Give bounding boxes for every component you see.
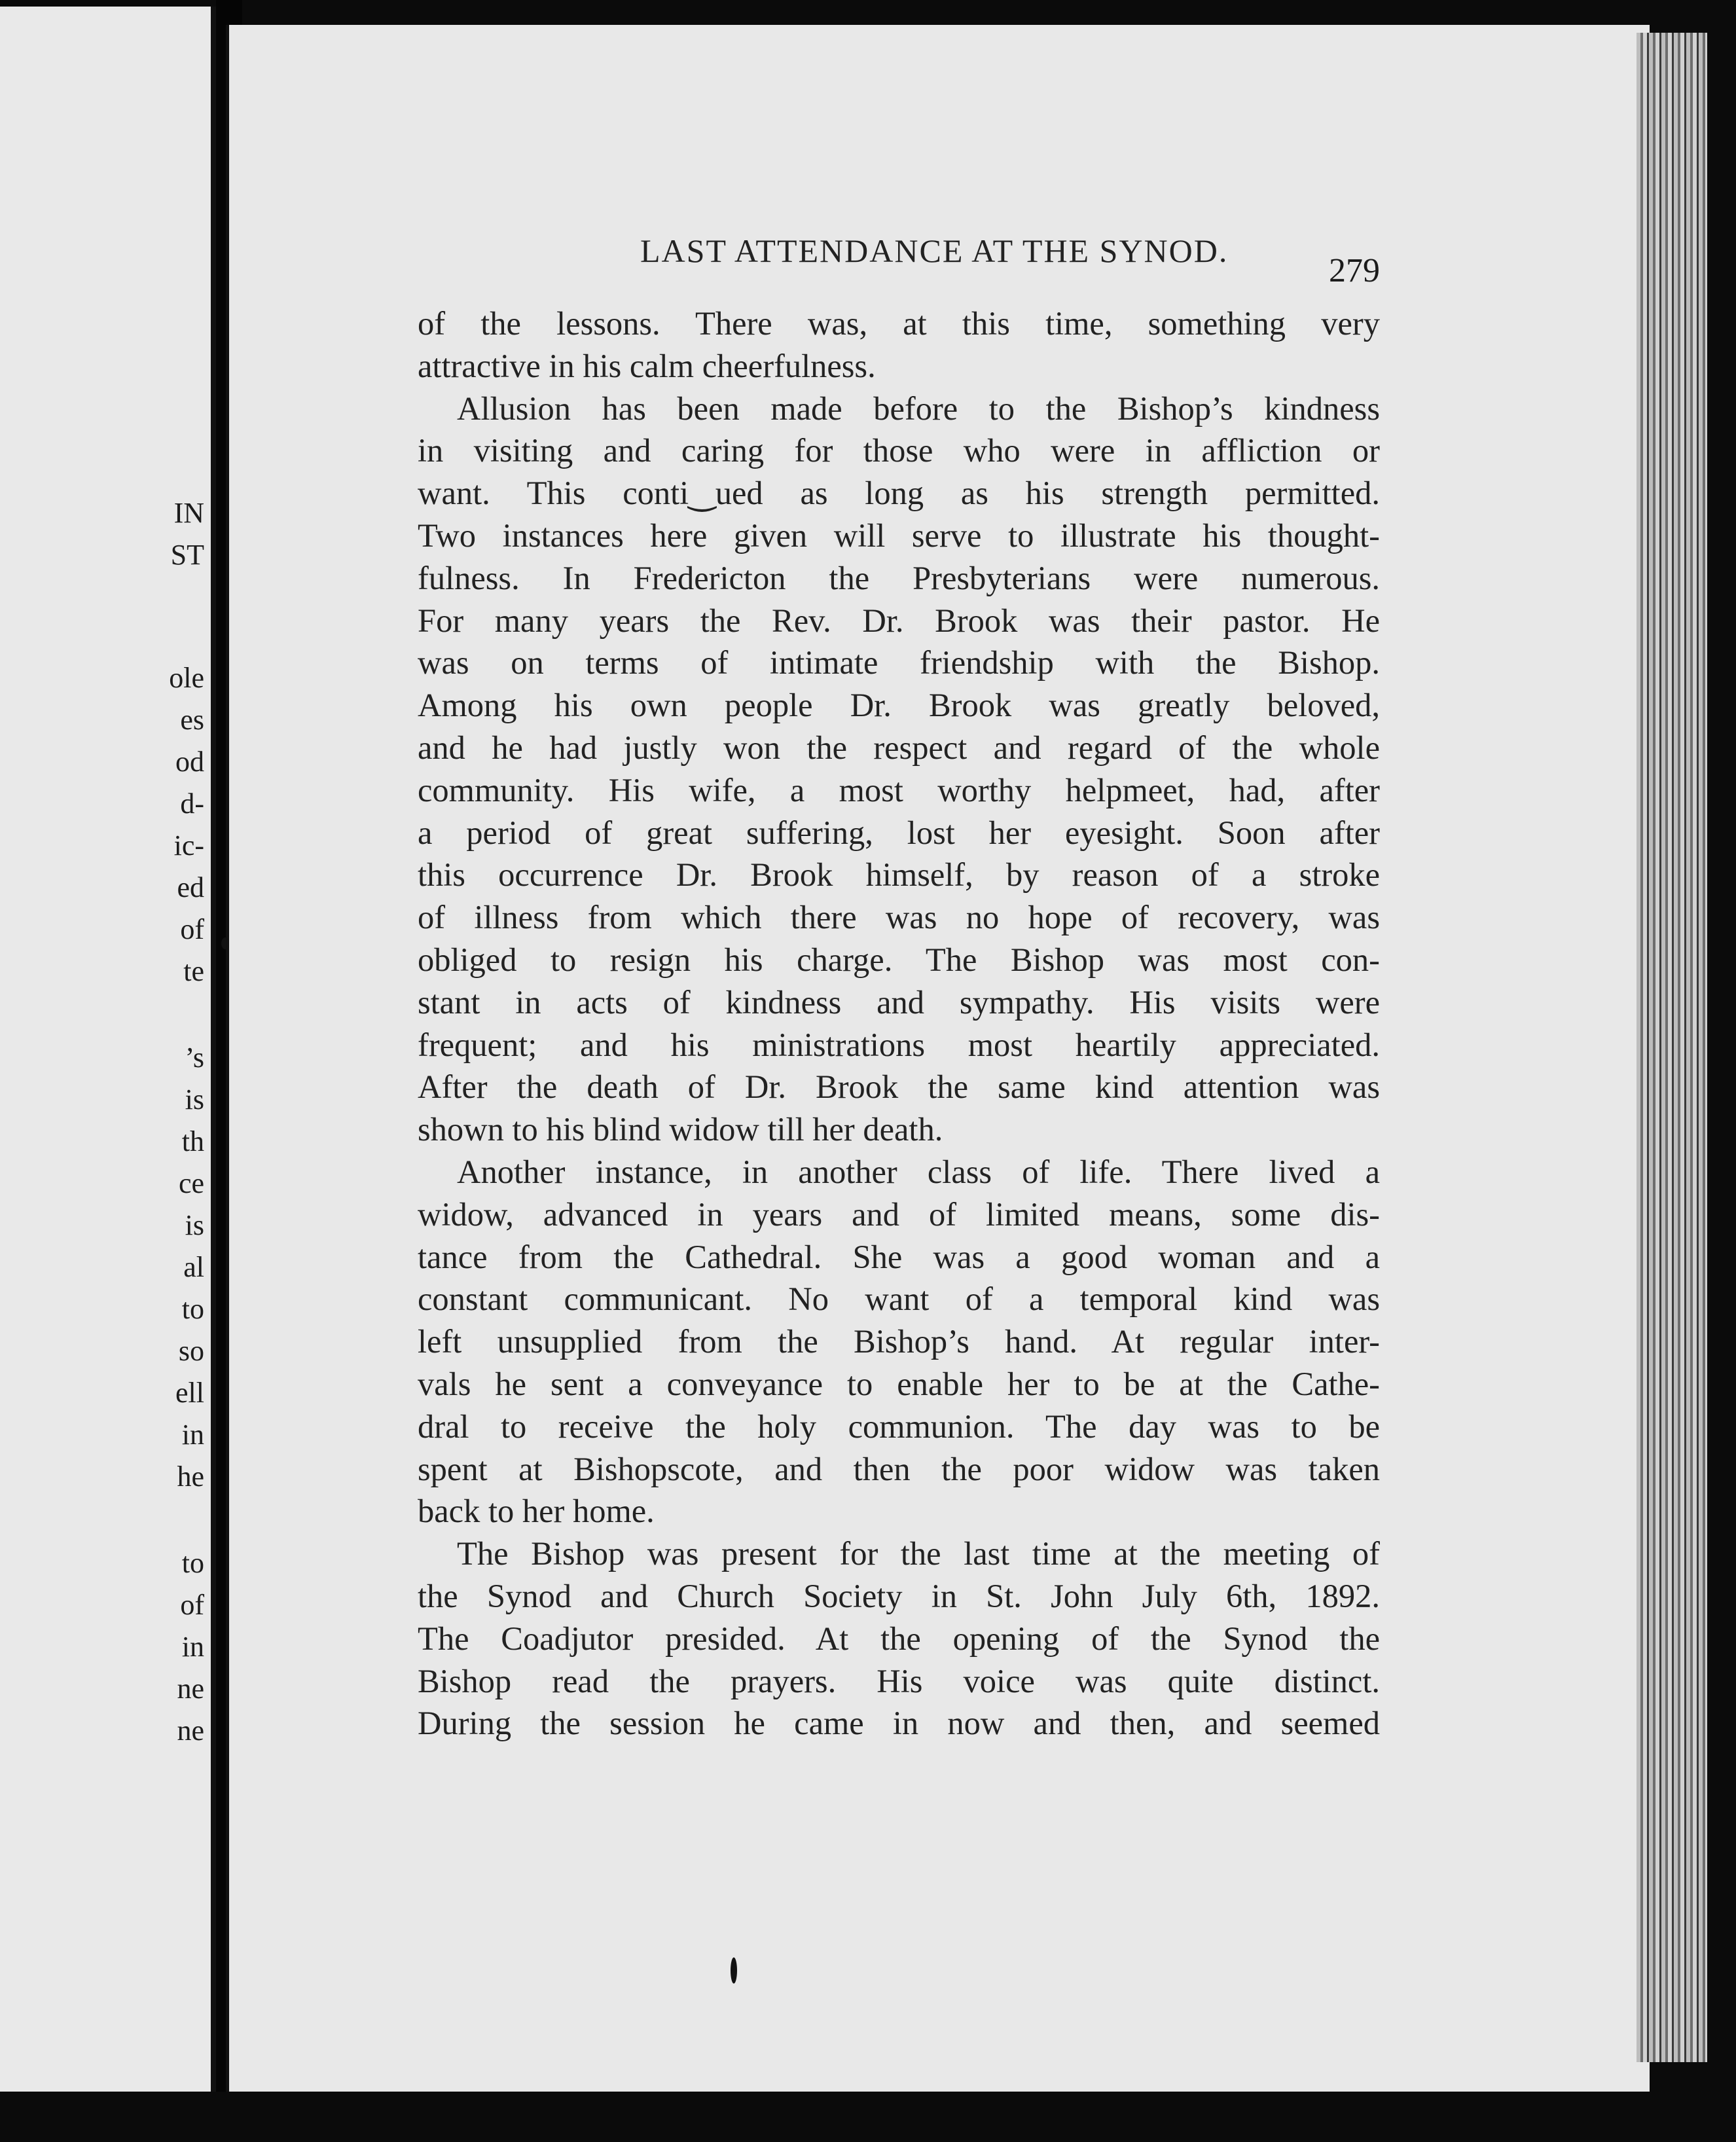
- text-line: vals he sent a conveyance to enable her to be at the Cathe-: [418, 1365, 1380, 1402]
- text-line: frequent; and his ministrations most heartily appreciated.: [418, 1026, 1380, 1063]
- text-line: fulness. In Fredericton the Presbyterians were numerous.: [418, 559, 1380, 596]
- left-fragment: to: [181, 1293, 204, 1325]
- body-text: [418, 302, 1380, 1745]
- text-line: For many years the Rev. Dr. Brook was their pastor. He: [418, 602, 1380, 639]
- text-line: constant communicant. No want of a temporal kind was: [418, 1280, 1380, 1318]
- text-line: shown to his blind widow till her death.: [418, 1111, 943, 1148]
- page-number: 279: [1329, 252, 1380, 289]
- left-fragment: d-: [180, 788, 204, 820]
- text-line: want. This conti‿ued as long as his strength permitted.: [418, 475, 1380, 512]
- text-line: widow, advanced in years and of limited means, some dis-: [418, 1195, 1380, 1233]
- left-fragment: is: [185, 1083, 204, 1116]
- left-fragment: of: [180, 1589, 204, 1621]
- text-line: tance from the Cathedral. She was a good woman and a: [418, 1238, 1380, 1275]
- previous-page: [0, 7, 216, 2095]
- left-fragment: ne: [177, 1673, 204, 1705]
- left-fragment: of: [180, 913, 204, 945]
- text-line: Two instances here given will serve to illustrate his thought-: [418, 517, 1380, 554]
- left-fragment: ell: [175, 1377, 204, 1409]
- text-line: The Coadjutor presided. At the opening of the Synod the: [418, 1620, 1380, 1657]
- text-line: and he had justly won the respect and regard of the whole: [418, 729, 1380, 766]
- left-fragment: ’s: [185, 1042, 204, 1074]
- running-head: LAST ATTENDANCE AT THE SYNOD.: [640, 232, 1229, 269]
- text-line: Another instance, in another class of life. There lived a: [457, 1153, 1380, 1190]
- left-fragment: in: [181, 1419, 204, 1451]
- left-fragment: in: [181, 1631, 204, 1663]
- left-fragment: he: [177, 1461, 204, 1493]
- text-line: After the death of Dr. Brook the same kind attention was: [418, 1068, 1380, 1106]
- text-line: Bishop read the prayers. His voice was quite distinct.: [418, 1662, 1380, 1699]
- text-line: The Bishop was present for the last time at the meeting of: [457, 1535, 1380, 1572]
- text-line: the Synod and Church Society in St. John July 6th, 1892.: [418, 1577, 1380, 1614]
- text-line: During the session he came in now and then, and seemed: [418, 1705, 1380, 1742]
- left-fragment: te: [183, 955, 204, 987]
- left-fragment: al: [183, 1251, 204, 1283]
- left-fragment: ic-: [173, 829, 204, 862]
- page-edges: [1637, 33, 1709, 2062]
- text-line: of the lessons. There was, at this time, something very: [418, 305, 1380, 342]
- left-fragment: IN: [173, 497, 204, 529]
- text-line: Allusion has been made before to the Bishop’s kindness: [457, 390, 1380, 427]
- text-line: community. His wife, a most worthy helpmeet, had, after: [418, 771, 1380, 808]
- text-line: left unsupplied from the Bishop’s hand. At regular inter-: [418, 1323, 1380, 1360]
- scan-speck: [221, 937, 229, 949]
- text-line: was on terms of intimate friendship with the Bishop.: [418, 644, 1380, 681]
- left-fragment: ne: [177, 1715, 204, 1747]
- left-fragment: to: [181, 1547, 204, 1579]
- text-line: stant in acts of kindness and sympathy. His visits were: [418, 983, 1380, 1021]
- scan-border-bottom: [0, 2092, 1736, 2142]
- left-fragment: od: [175, 746, 204, 778]
- text-line: obliged to resign his charge. The Bishop was most con-: [418, 941, 1380, 978]
- text-line: attractive in his calm cheerfulness.: [418, 347, 876, 384]
- text-line: Among his own people Dr. Brook was greatly beloved,: [418, 687, 1380, 724]
- scan-speck: [731, 1957, 737, 1984]
- text-line: spent at Bishopscote, and then the poor widow was taken: [418, 1450, 1380, 1487]
- left-fragment: is: [185, 1209, 204, 1241]
- left-fragment: so: [178, 1335, 204, 1367]
- scan-border-right: [1707, 0, 1736, 2142]
- left-fragment: es: [180, 704, 204, 736]
- text-line: this occurrence Dr. Brook himself, by reason of a stroke: [418, 856, 1380, 894]
- text-line: a period of great suffering, lost her eyesight. Soon after: [418, 814, 1380, 851]
- text-line: in visiting and caring for those who were in affliction or: [418, 432, 1380, 469]
- left-fragment: th: [181, 1125, 204, 1157]
- left-fragment: ST: [170, 539, 204, 571]
- left-fragment: ole: [169, 662, 204, 694]
- left-fragment: ce: [178, 1167, 204, 1199]
- left-fragment: ed: [177, 871, 204, 903]
- text-line: dral to receive the holy communion. The day was to be: [418, 1407, 1380, 1445]
- text-line: of illness from which there was no hope of recovery, was: [418, 899, 1380, 936]
- text-line: back to her home.: [418, 1493, 655, 1530]
